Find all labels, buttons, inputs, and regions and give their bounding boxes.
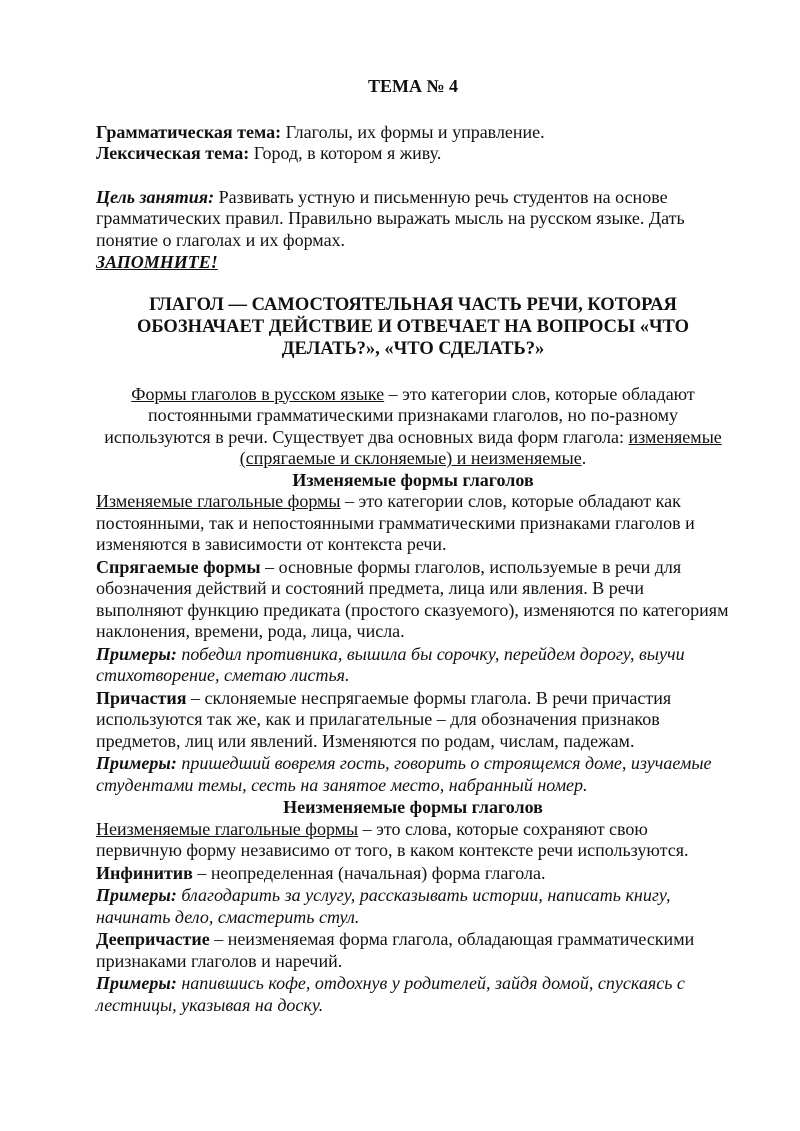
participles-examples-text: пришедший вовремя гость, говорить о строящемся доме, изучаемые студентами темы, сесть на занятое место, набранный номер.: [96, 753, 712, 795]
participles-examples-label: Примеры:: [96, 753, 177, 773]
gerund-examples-label: Примеры:: [96, 973, 177, 993]
lesson-goal-label: Цель занятия:: [96, 186, 215, 207]
gerund: [96, 929, 730, 972]
conjugated-forms: [96, 557, 730, 643]
unchangeable-definition: [96, 819, 730, 862]
lexical-topic: [96, 143, 730, 165]
infinitive: [96, 863, 730, 885]
lesson-goal: [96, 187, 730, 252]
lesson-goal-text: Развивать устную и письменную речь студентов на основе грамматических правил. Правильно выражать мысль на русском языке. Дать понятие о глаголах и их формах.: [96, 186, 685, 250]
unchangeable-forms-heading: Неизменяемые формы глаголов: [283, 797, 543, 817]
conjugated-forms-text: – основные формы глаголов, используемые в речи для обозначения действий и состояний предмета, лица или явления. В речи выполняют функцию предиката (простого сказуемого), изменяются по категориям наклонения, времени, рода, лица, числа.: [96, 556, 729, 641]
participles: [96, 688, 730, 753]
participles-text: – склоняемые неспрягаемые формы глагола. В речи причастия используются так же, как и прилагательные – для обозначения признаков предметов, лиц или явлений. Изменяются по родам, числам, падежам.: [96, 687, 672, 751]
grammar-topic-text: Глаголы, их формы и управление.: [281, 121, 545, 142]
gerund-text: – неизменяемая форма глагола, обладающая грамматическими признаками глаголов и наречий.: [96, 929, 695, 971]
grammar-topic: [96, 122, 730, 144]
verb-definition: ГЛАГОЛ — САМОСТОЯТЕЛЬНАЯ ЧАСТЬ РЕЧИ, КОТОРАЯ ОБОЗНАЧАЕТ ДЕЙСТВИЕ И ОТВЕЧАЕТ НА ВОПРОСЫ «ЧТО ДЕЛАТЬ?», «ЧТО СДЕЛАТЬ?»: [136, 294, 690, 359]
intro-end: .: [581, 448, 587, 468]
participles-label: Причастия: [96, 687, 187, 708]
gerund-examples: [96, 973, 730, 1016]
infinitive-examples: [96, 885, 730, 928]
changeable-forms-heading: Изменяемые формы глаголов: [292, 469, 534, 490]
conjugated-forms-label: Спрягаемые формы: [96, 556, 261, 577]
changeable-term: Изменяемые глагольные формы: [96, 491, 341, 511]
lexical-topic-label: Лексическая тема:: [96, 143, 250, 163]
infinitive-text: – неопределенная (начальная) форма глагола.: [192, 862, 546, 883]
changeable-definition: [96, 491, 730, 556]
remember-heading: ЗАПОМНИТЕ!: [96, 252, 218, 272]
participles-examples: [96, 753, 730, 796]
spacer: [96, 165, 730, 187]
intro-text: – это категории слов, которые обладают постоянными грамматическими признаками глаголов, но по-разному используются в речи. Существует два основных вида форм глагола:: [104, 383, 695, 447]
intro-paragraph: [96, 384, 730, 470]
conjugated-examples-text: победил противника, вышила бы сорочку, перейдем дорогу, выучи стихотворение, сметаю листья.: [96, 643, 685, 685]
infinitive-examples-label: Примеры:: [96, 885, 177, 905]
page-title: ТЕМА № 4: [367, 76, 459, 96]
gerund-examples-text: напившись кофе, отдохнув у родителей, зайдя домой, спускаясь с лестницы, указывая на доску.: [96, 973, 685, 1015]
unchangeable-term: Неизменяемые глагольные формы: [96, 818, 359, 839]
gerund-label: Деепричастие: [96, 929, 210, 949]
changeable-text: – это категории слов, которые обладают как постоянными, так и непостоянными грамматическими признаками глаголов и изменяются в зависимости от контекста речи.: [96, 491, 695, 554]
intro-term: Формы глаголов в русском языке: [131, 383, 385, 404]
intro-kinds: изменяемые (спрягаемые и склоняемые) и неизменяемые: [239, 426, 722, 468]
conjugated-examples: [96, 644, 730, 687]
infinitive-examples-text: благодарить за услугу, рассказывать истории, написать книгу, начинать дело, смастерить стул.: [96, 885, 671, 927]
lexical-topic-text: Город, в котором я живу.: [249, 143, 442, 163]
infinitive-label: Инфинитив: [96, 862, 193, 883]
conjugated-examples-label: Примеры:: [96, 643, 177, 664]
unchangeable-text: – это слова, которые сохраняют свою первичную форму независимо от того, в каком контексте речи используются.: [96, 818, 689, 860]
grammar-topic-label: Грамматическая тема:: [96, 121, 282, 142]
